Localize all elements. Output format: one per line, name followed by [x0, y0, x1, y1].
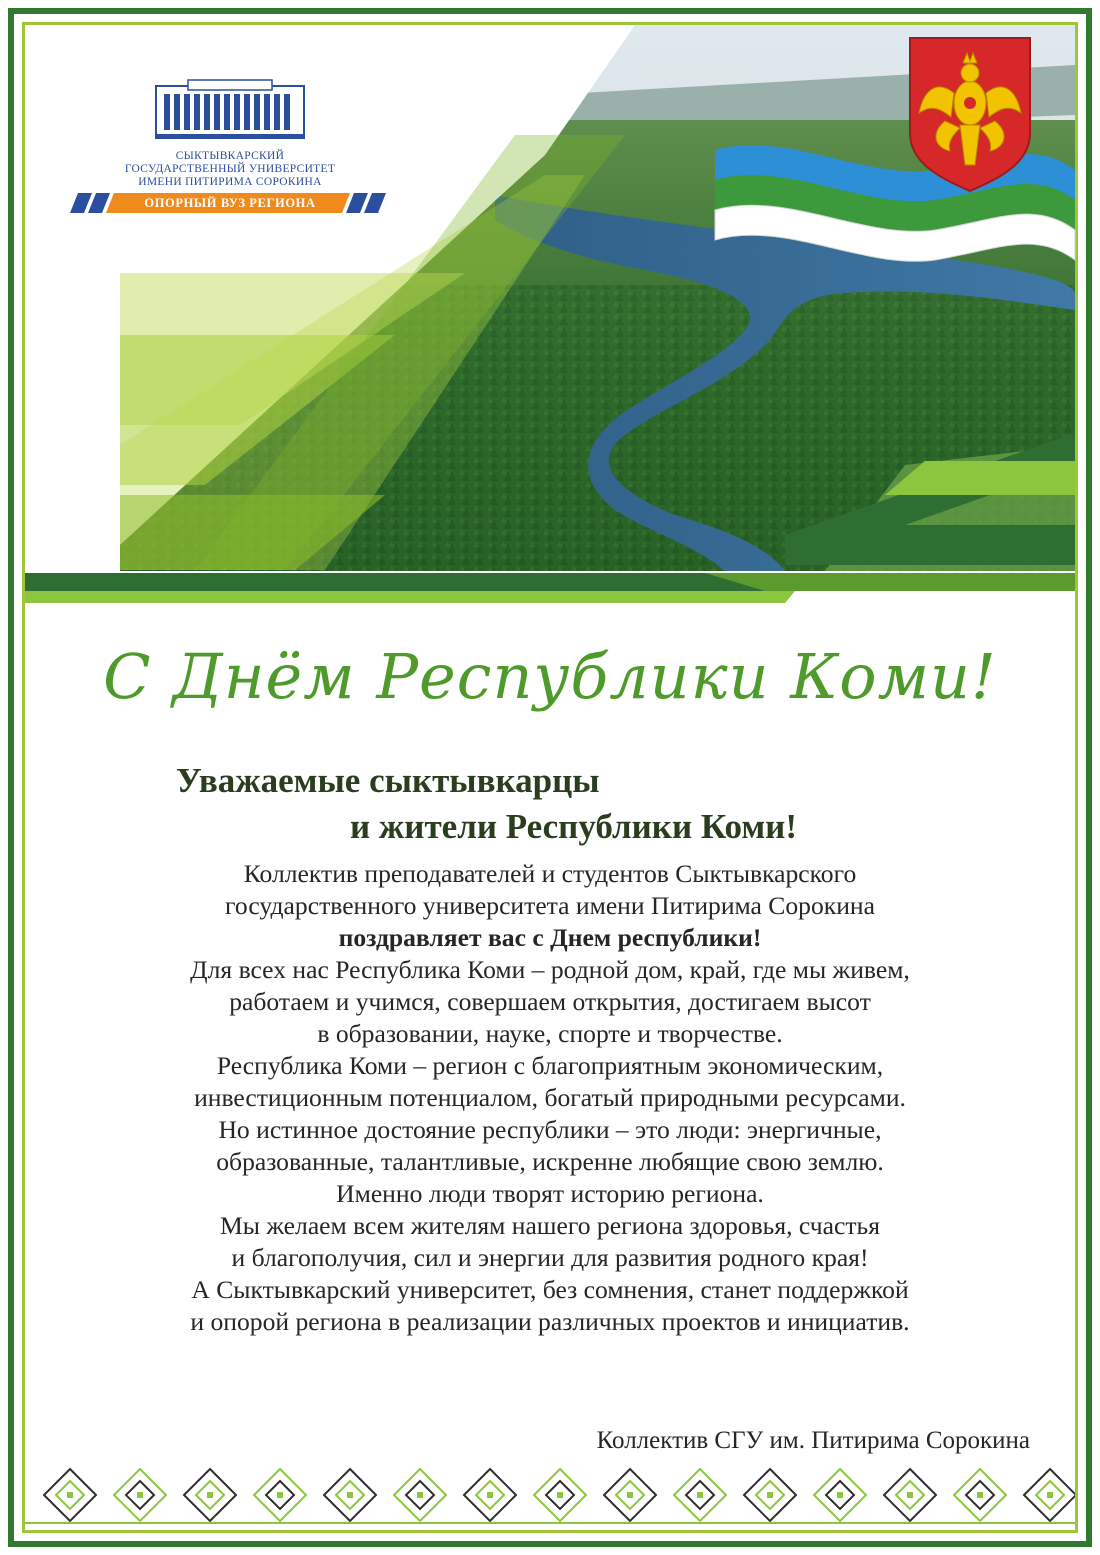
ornament-motif — [184, 1469, 236, 1521]
ornament-motif — [954, 1469, 1006, 1521]
body-line: образованные, талантливые, искренне любящие свою землю. — [216, 1147, 884, 1176]
ornament-motif — [44, 1469, 96, 1521]
signature: Коллектив СГУ им. Питирима Сорокина — [596, 1427, 1030, 1454]
komi-coat-of-arms-icon — [905, 33, 1035, 193]
ornament-motif — [464, 1469, 516, 1521]
body-line: и благополучия, сил и энергии для развития родного края! — [231, 1243, 869, 1272]
body-line: работаем и учимся, совершаем открытия, достигаем высот — [229, 987, 871, 1016]
ornament-motif — [114, 1469, 166, 1521]
body-line: Для всех нас Республика Коми – родной дом, край, где мы живем, — [190, 955, 910, 984]
logo-text-line-3: ИМЕНИ ПИТИРИМА СОРОКИНА — [138, 176, 322, 188]
ornament-motif — [744, 1469, 796, 1521]
greeting-line-2: и жители Республики Коми! — [350, 807, 798, 846]
ornament-motif — [324, 1469, 376, 1521]
body-line: Коллектив преподавателей и студентов Сыктывкарского — [243, 859, 857, 888]
logo-tagline: ОПОРНЫЙ ВУЗ РЕГИОНА — [144, 196, 316, 210]
body-line: инвестиционным потенциалом, богатый природными ресурсами. — [194, 1083, 906, 1112]
page-title: С Днём Республики Коми! — [103, 640, 997, 713]
ornament-motif — [604, 1469, 656, 1521]
ornament-motif — [254, 1469, 306, 1521]
body-line: Мы желаем всем жителям нашего региона здоровья, счастья — [219, 1211, 880, 1240]
logo-text-line-2: ГОСУДАРСТВЕННЫЙ УНИВЕРСИТЕТ — [124, 163, 336, 175]
body-line: Республика Коми – регион с благоприятным экономическим, — [216, 1051, 884, 1080]
university-building-icon — [148, 78, 312, 144]
ornament-motif — [814, 1469, 866, 1521]
logo-text-line-1: СЫКТЫВКАРСКИЙ — [175, 150, 285, 162]
body-line-congrats: поздравляет вас с Днем республики! — [338, 923, 762, 952]
body-line: в образовании, науке, спорте и творчестве. — [317, 1019, 783, 1048]
ornament-motif — [534, 1469, 586, 1521]
ornament-border-icon — [25, 1465, 1075, 1527]
ornament-motif — [394, 1469, 446, 1521]
ornament-motif — [1024, 1469, 1075, 1521]
body-line: Именно люди творят историю региона. — [336, 1179, 764, 1208]
ornament-motif — [674, 1469, 726, 1521]
body-line: А Сыктывкарский университет, без сомнения, станет поддержкой — [191, 1275, 909, 1304]
university-logo — [70, 78, 390, 218]
body-line: государственного университета имени Питирима Сорокина — [225, 891, 875, 920]
body-line: Но истинное достояние республики – это люди: энергичные, — [218, 1115, 882, 1144]
ornament-motif — [884, 1469, 936, 1521]
letter-body — [40, 858, 1060, 1338]
greeting-line-1: Уважаемые сыктывкарцы — [176, 761, 600, 800]
body-line: и опорой региона в реализации различных проектов и инициатив. — [190, 1307, 910, 1336]
